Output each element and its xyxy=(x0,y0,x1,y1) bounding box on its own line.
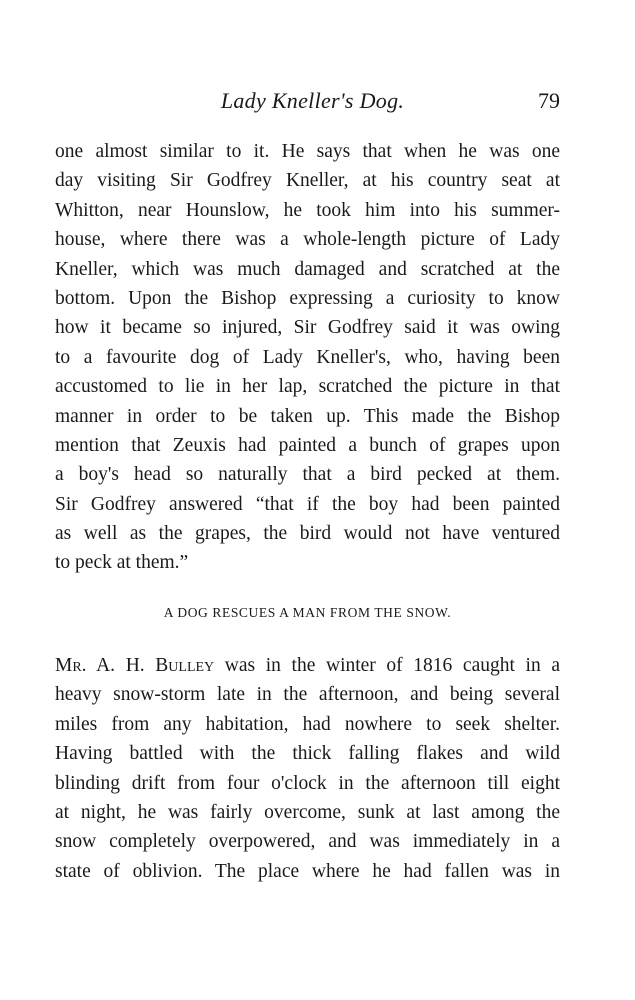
text-line: bottom. Upon the Bishop expressing a curiosity to know xyxy=(55,287,560,309)
text-line: at night, he was fairly overcome, sunk at last among the xyxy=(55,801,560,823)
text-line: day visiting Sir Godfrey Kneller, at his country seat at xyxy=(55,170,560,192)
text-line: house, where there was a whole-length picture of Lady xyxy=(55,229,560,251)
text-span: was in the winter of 1816 caught in a xyxy=(214,655,560,676)
text-line: accustomed to lie in her lap, scratched the picture in that xyxy=(55,376,560,398)
text-line: manner in order to be taken up. This made the Bishop xyxy=(55,405,560,427)
text-line: as well as the grapes, the bird would not have ventured xyxy=(55,523,560,545)
text-line: how it became so injured, Sir Godfrey said it was owing xyxy=(55,317,560,339)
text-line: blinding drift from four o'clock in the afternoon till eight xyxy=(55,772,560,794)
text-line: miles from any habitation, had nowhere to seek shelter. xyxy=(55,713,560,735)
paragraph-continuation xyxy=(55,137,560,578)
text-line: a boy's head so naturally that a bird pecked at them. xyxy=(55,464,560,486)
text-line: state of oblivion. The place where he had fallen was in xyxy=(55,860,560,882)
text-line: Having battled with the thick falling flakes and wild xyxy=(55,743,560,765)
section-heading: A DOG RESCUES A MAN FROM THE SNOW. xyxy=(163,605,452,620)
running-head xyxy=(55,88,560,118)
text-line: Sir Godfrey answered “that if the boy had been painted xyxy=(55,493,560,515)
person-name: Mr. A. H. Bulley xyxy=(55,655,215,676)
text-line-first xyxy=(55,651,560,680)
running-title: Lady Kneller's Dog. xyxy=(220,88,405,113)
text-line: Whitton, near Hounslow, he took him into his summer- xyxy=(55,199,560,221)
text-line: one almost similar to it. He says that when he was one xyxy=(55,141,560,162)
text-line: to peck at them.” xyxy=(55,552,189,574)
text-line: heavy snow-storm late in the afternoon, and being several xyxy=(55,684,560,706)
text-line: snow completely overpowered, and was immediately in a xyxy=(55,831,560,853)
page-number: 79 xyxy=(538,88,560,113)
text-line: mention that Zeuxis had painted a bunch of grapes upon xyxy=(55,434,560,456)
text-line: to a favourite dog of Lady Kneller's, who, having been xyxy=(55,346,560,368)
paragraph-new-story xyxy=(55,651,560,886)
text-line: Kneller, which was much damaged and scratched at the xyxy=(55,258,560,280)
